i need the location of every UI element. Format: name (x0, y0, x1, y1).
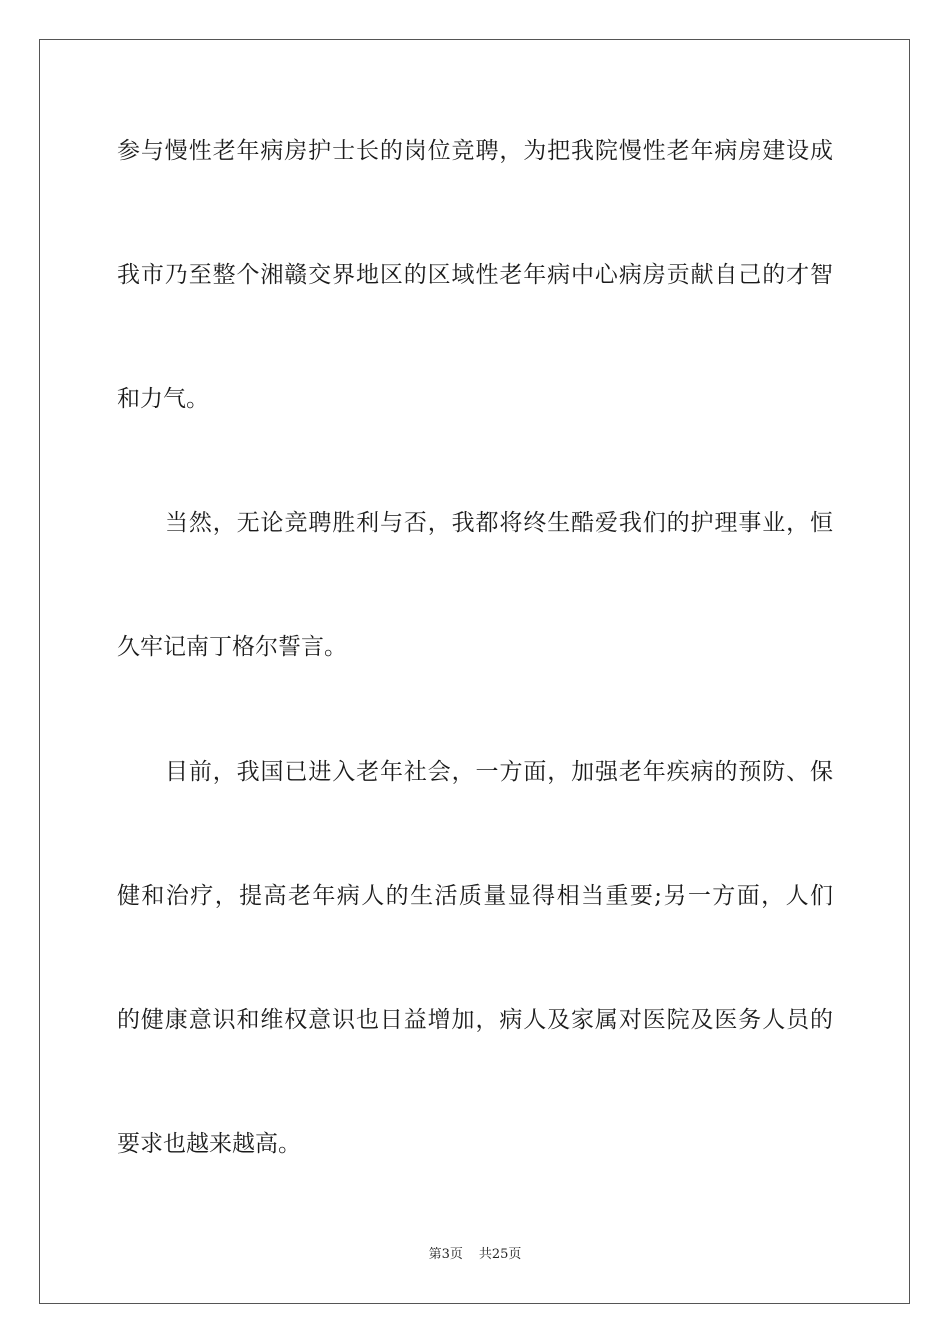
paragraph-3-line-3: 的健康意识和维权意识也日益增加，病人及家属对医院及医务人员的 (117, 1007, 833, 1033)
paragraph-1-line-3: 和力气。 (117, 386, 209, 412)
paragraph-2-line-1: 当然，无论竞聘胜利与否，我都将终生酷爱我们的护理事业，恒 (165, 510, 833, 536)
page-footer (0, 1246, 950, 1264)
paragraph-1-line-2: 我市乃至整个湘赣交界地区的区域性老年病中心病房贡献自己的才智 (117, 262, 833, 288)
page-frame (39, 39, 910, 1304)
paragraph-3-line-4: 要求也越来越高。 (117, 1131, 301, 1157)
current-page-number: 第3页 (428, 1247, 463, 1262)
paragraph-3-line-1: 目前，我国已进入老年社会，一方面，加强老年疾病的预防、保 (165, 759, 833, 785)
total-page-count: 共25页 (478, 1247, 522, 1262)
paragraph-1-line-1: 参与慢性老年病房护士长的岗位竞聘，为把我院慢性老年病房建设成 (117, 138, 833, 164)
paragraph-2-line-2: 久牢记南丁格尔誓言。 (117, 634, 347, 660)
paragraph-3-line-2: 健和治疗，提高老年病人的生活质量显得相当重要;另一方面，人们 (117, 883, 833, 909)
